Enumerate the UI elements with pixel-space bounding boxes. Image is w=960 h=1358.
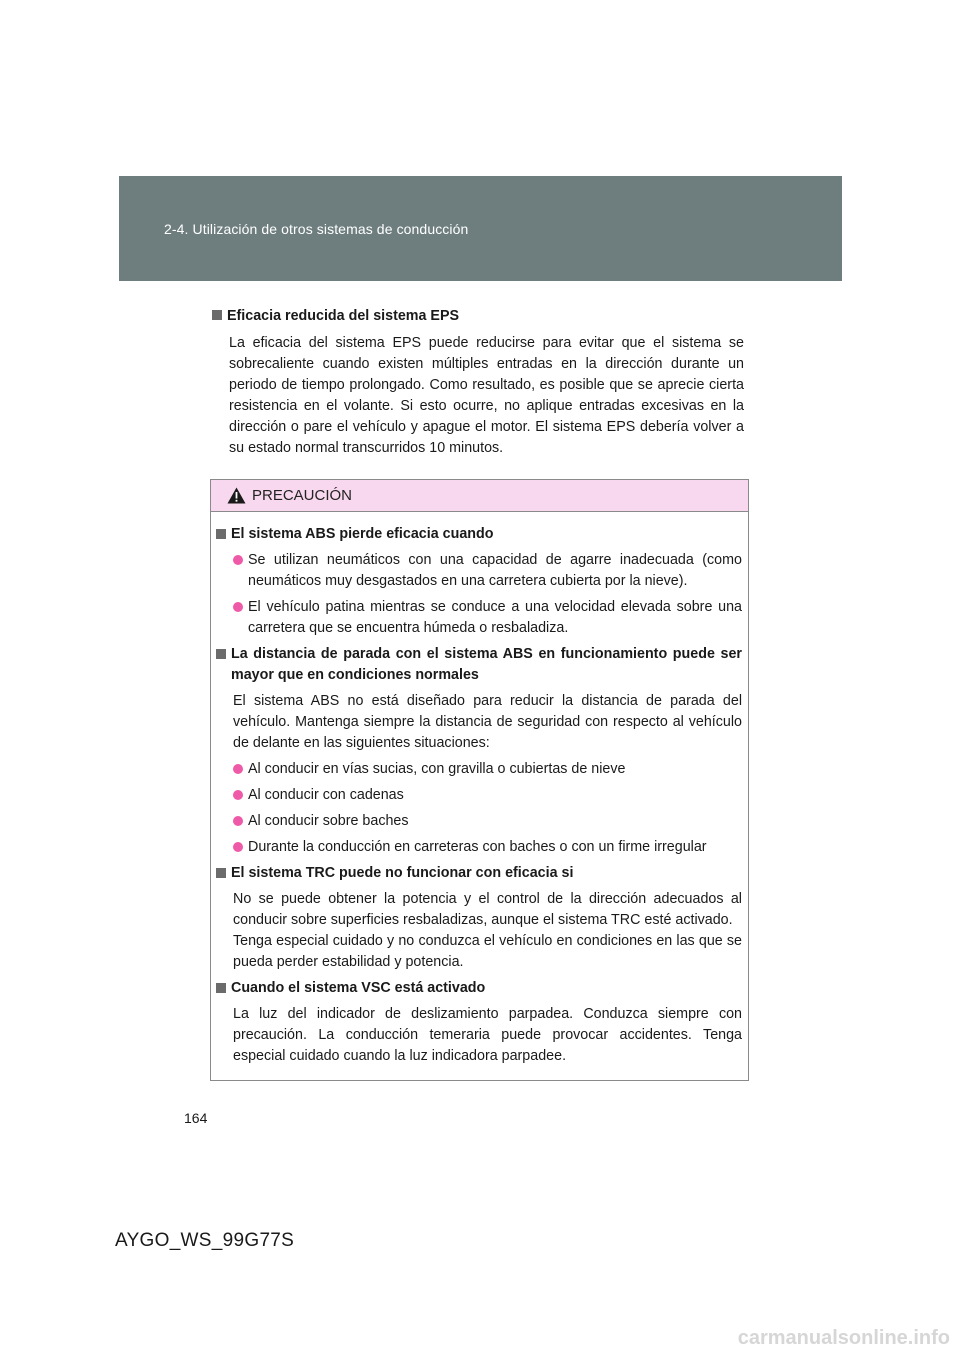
item-heading: La distancia de parada con el sistema ABS en funcionamiento puede ser mayor que en condiciones normales [231, 646, 742, 683]
item-heading: Cuando el sistema VSC está activado [231, 980, 486, 996]
caution-item-trc [216, 863, 742, 973]
item-text: No se puede obtener la potencia y el control de la dirección adecuados al conducir sobre superficies resbaladizas, aunque el sistema TRC esté activado. Tenga especial cuidado y no conduzca el vehículo en condiciones en las que se pueda perder estabilidad y potencia. [233, 891, 742, 970]
eps-body: La eficacia del sistema EPS puede reducirse para evitar que el sistema se sobrecaliente cuando existen múltiples entradas en la dirección durante un periodo de tiempo prolongado. Como resultado, es posible que se aprecie cierta resistencia en el volante. Si esto ocurre, no aplique entradas excesivas en la dirección o pare el vehículo y apague el motor. El sistema EPS debería volver a su estado normal transcurridos 10 minutos. [229, 335, 744, 456]
list-item: Durante la conducción en carreteras con baches o con un firme irregular [216, 837, 742, 858]
watermark: carmanualsonline.info [737, 1327, 950, 1349]
caution-item-vsc [216, 978, 742, 1067]
circle-bullet-icon [233, 764, 243, 774]
circle-bullet-icon [233, 842, 243, 852]
list-item: Al conducir sobre baches [216, 811, 742, 832]
square-bullet-icon [216, 649, 226, 659]
section-title: 2-4. Utilización de otros sistemas de conducción [164, 221, 469, 237]
header-band [119, 176, 842, 281]
square-bullet-icon [216, 983, 226, 993]
caution-content [211, 512, 748, 1067]
caution-item-abs-efficacy [216, 524, 742, 639]
page-number: 164 [184, 1110, 208, 1126]
square-bullet-icon [216, 529, 226, 539]
list-item: El vehículo patina mientras se conduce a una velocidad elevada sobre una carretera que se encuentra húmeda o resbaladiza. [216, 597, 742, 639]
caution-box [210, 479, 749, 1081]
eps-heading: Eficacia reducida del sistema EPS [212, 306, 744, 327]
caution-header [211, 480, 748, 512]
eps-section [212, 306, 744, 459]
item-heading: El sistema TRC puede no funcionar con eficacia si [231, 865, 574, 881]
list-item: Al conducir con cadenas [216, 785, 742, 806]
square-bullet-icon [216, 868, 226, 878]
circle-bullet-icon [233, 555, 243, 565]
circle-bullet-icon [233, 602, 243, 612]
caution-title: PRECAUCIÓN [252, 487, 353, 504]
item-text: La luz del indicador de deslizamiento parpadea. Conduzca siempre con precaución. La conducción temeraria puede provocar accidentes. Tenga especial cuidado cuando la luz indicadora parpadee. [233, 1006, 742, 1064]
document-code: AYGO_WS_99G77S [115, 1230, 295, 1251]
warning-icon [227, 487, 246, 504]
item-text: El sistema ABS no está diseñado para reducir la distancia de parada del vehículo. Mantenga siempre la distancia de seguridad con respecto al vehículo de delante en las siguientes situaciones: [233, 693, 742, 751]
item-heading: El sistema ABS pierde eficacia cuando [231, 526, 494, 542]
circle-bullet-icon [233, 790, 243, 800]
list-item: Al conducir en vías sucias, con gravilla o cubiertas de nieve [216, 759, 742, 780]
circle-bullet-icon [233, 816, 243, 826]
list-item: Se utilizan neumáticos con una capacidad de agarre inadecuada (como neumáticos muy desgastados en una carretera cubierta por la nieve). [216, 550, 742, 592]
square-bullet-icon [212, 310, 222, 320]
caution-item-abs-distance [216, 644, 742, 858]
